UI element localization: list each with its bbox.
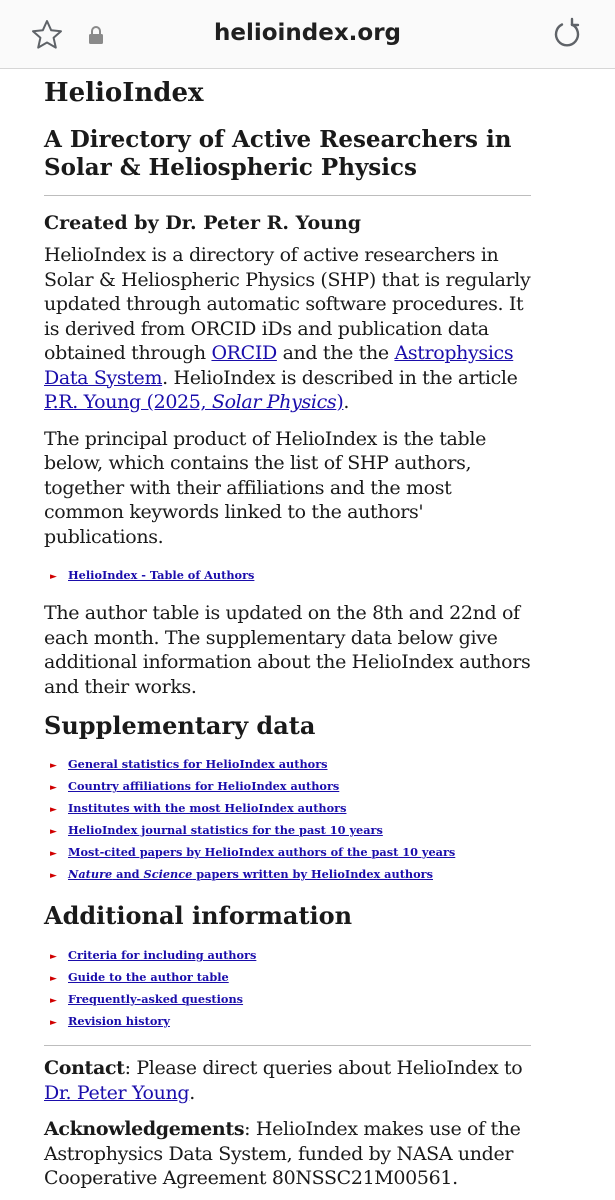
reload-icon[interactable]	[550, 17, 584, 51]
nature-science-papers-link[interactable]: Nature and Science papers written by HelioIndex authors	[68, 867, 433, 881]
acknowledgements-paragraph: Acknowledgements: HelioIndex makes use of the Astrophysics Data System, funded by NASA under Cooperative Agreement 80NSSC21M00561.	[44, 1118, 521, 1189]
bullet-icon: ►	[50, 952, 57, 962]
guide-link[interactable]: Guide to the author table	[68, 970, 229, 984]
page-subtitle: A Directory of Active Researchers in Solar & Heliospheric Physics	[44, 126, 512, 181]
bullet-icon: ►	[50, 572, 57, 582]
update-paragraph: The author table is updated on the 8th and 22nd of each month. The supplementary data below give additional information about the HelioIndex authors and their works.	[44, 602, 531, 698]
journal-statistics-link[interactable]: HelioIndex journal statistics for the past 10 years	[68, 823, 383, 837]
faq-link[interactable]: Frequently-asked questions	[68, 992, 244, 1006]
contact-link[interactable]: Dr. Peter Young	[44, 1081, 190, 1104]
page-title: HelioIndex	[44, 78, 204, 108]
bullet-icon: ►	[50, 849, 57, 859]
most-cited-papers-link[interactable]: Most-cited papers by HelioIndex authors of the past 10 years	[68, 845, 456, 859]
supplementary-list	[50, 754, 534, 886]
additional-heading: Additional information	[44, 901, 353, 930]
bullet-icon: ►	[50, 974, 57, 984]
divider	[44, 195, 531, 196]
article-link[interactable]: P.R. Young (2025, Solar Physics)	[44, 391, 344, 413]
revision-history-link[interactable]: Revision history	[68, 1014, 170, 1028]
divider	[44, 1045, 531, 1046]
bullet-icon: ►	[50, 761, 57, 771]
supplementary-heading: Supplementary data	[44, 711, 316, 740]
intro-paragraph: HelioIndex is a directory of active researchers in Solar & Heliospheric Physics (SHP) that is regularly updated through automatic software procedures. It is derived from ORCID iDs and publication data obtained through ORCID and the the Astrophysics Data System. HelioIndex is described in the article P.R. Young (2025, Solar Physics).	[44, 244, 531, 413]
list-item	[50, 776, 534, 798]
contact-label: Contact	[44, 1057, 125, 1079]
bullet-icon: ►	[50, 996, 57, 1006]
additional-list	[50, 945, 534, 1033]
country-affiliations-link[interactable]: Country affiliations for HelioIndex authors	[68, 779, 340, 793]
list-item	[50, 1011, 534, 1033]
acknowledgements-label: Acknowledgements	[44, 1118, 245, 1140]
orcid-link[interactable]: ORCID	[211, 342, 277, 364]
list-item	[50, 820, 534, 842]
general-statistics-link[interactable]: General statistics for HelioIndex authors	[68, 757, 328, 771]
table-link-list	[50, 565, 534, 587]
author-credit: Created by Dr. Peter R. Young	[44, 212, 362, 234]
page-content	[44, 68, 534, 1191]
bullet-icon: ►	[50, 783, 57, 793]
list-item	[50, 842, 534, 864]
browser-toolbar	[0, 0, 615, 69]
list-item	[50, 864, 534, 886]
bullet-icon: ►	[50, 871, 57, 881]
bullet-icon: ►	[50, 827, 57, 837]
list-item	[50, 798, 534, 820]
contact-paragraph: Contact: Please direct queries about HelioIndex to Dr. Peter Young.	[44, 1057, 523, 1104]
list-item	[50, 565, 534, 587]
bullet-icon: ►	[50, 805, 57, 815]
address-bar-url[interactable]: helioindex.org	[213, 20, 402, 46]
list-item	[50, 989, 534, 1011]
list-item	[50, 754, 534, 776]
principal-paragraph: The principal product of HelioIndex is the table below, which contains the list of SHP authors, together with their affiliations and the most common keywords linked to the authors' publications.	[44, 427, 486, 548]
list-item	[50, 945, 534, 967]
author-table-link[interactable]: HelioIndex - Table of Authors	[68, 568, 255, 582]
bullet-icon: ►	[50, 1018, 57, 1028]
institutes-link[interactable]: Institutes with the most HelioIndex authors	[68, 801, 347, 815]
criteria-link[interactable]: Criteria for including authors	[68, 948, 257, 962]
list-item	[50, 967, 534, 989]
ads-link[interactable]: Astrophysics Data System	[44, 342, 514, 389]
